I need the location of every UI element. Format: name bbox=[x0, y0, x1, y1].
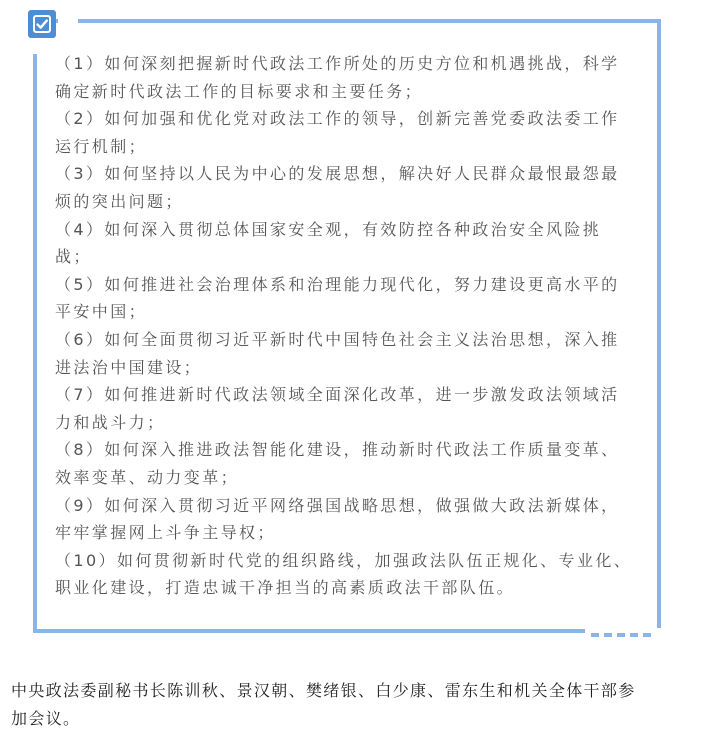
paragraph-line: 加会议。 bbox=[11, 709, 81, 728]
frame-dots-decoration bbox=[591, 633, 651, 637]
question-line: 平安中国； bbox=[55, 302, 148, 322]
question-item bbox=[55, 271, 655, 326]
question-line: 烦的突出问题； bbox=[55, 191, 184, 211]
frame-dot bbox=[591, 633, 599, 637]
question-line: 力和战斗力； bbox=[55, 412, 166, 432]
paragraph-line: 中央政法委副秘书长陈训秋、景汉朝、樊绪银、白少康、雷东生和机关全体干部参 bbox=[11, 681, 636, 700]
question-line: （1）如何深刻把握新时代政法工作所处的历史方位和机遇挑战，科学 bbox=[55, 54, 620, 73]
frame-dot bbox=[604, 633, 612, 637]
question-item bbox=[55, 105, 655, 160]
question-item bbox=[55, 160, 655, 215]
frame-dot bbox=[630, 633, 638, 637]
question-list bbox=[55, 50, 655, 602]
question-line: （3）如何坚持以人民为中心的发展思想，解决好人民群众最恨最怨最 bbox=[55, 164, 620, 184]
frame-dot bbox=[643, 633, 651, 637]
question-item bbox=[55, 547, 655, 602]
frame-dot bbox=[617, 633, 625, 637]
question-item bbox=[55, 381, 655, 436]
question-line: （9）如何深入贯彻习近平网络强国战略思想，做强做大政法新媒体， bbox=[55, 495, 620, 515]
question-line: 进法治中国建设； bbox=[55, 357, 203, 377]
question-line: （4）如何深入贯彻总体国家安全观，有效防控各种政治安全风险挑 bbox=[55, 219, 602, 239]
attendance-paragraph bbox=[11, 677, 693, 733]
question-line: 运行机制； bbox=[55, 136, 148, 156]
question-line: 牢牢掌握网上斗争主导权； bbox=[55, 523, 276, 543]
frame-gap-left bbox=[29, 38, 39, 54]
question-line: （6）如何全面贯彻习近平新时代中国特色社会主义法治思想，深入推 bbox=[55, 329, 620, 349]
question-line: （2）如何加强和优化党对政法工作的领导，创新完善党委政法委工作 bbox=[55, 109, 620, 129]
checkmark-badge bbox=[28, 10, 56, 38]
question-line: （8）如何深入推进政法智能化建设，推动新时代政法工作质量变革、 bbox=[55, 440, 620, 460]
checkmark-icon bbox=[32, 14, 52, 34]
question-line: （10）如何贯彻新时代党的组织路线，加强政法队伍正规化、专业化、 bbox=[55, 550, 633, 570]
question-line: 效率变革、动力变革； bbox=[55, 467, 240, 487]
question-item bbox=[55, 492, 655, 547]
question-item bbox=[55, 216, 655, 271]
question-item bbox=[55, 50, 655, 105]
question-line: 战； bbox=[55, 247, 92, 267]
question-line: 确定新时代政法工作的目标要求和主要任务； bbox=[55, 81, 424, 101]
question-line: 职业化建设，打造忠诚干净担当的高素质政法干部队伍。 bbox=[55, 578, 516, 598]
question-item bbox=[55, 436, 655, 491]
question-item bbox=[55, 326, 655, 381]
question-line: （7）如何推进新时代政法领域全面深化改革，进一步激发政法领域活 bbox=[55, 385, 620, 405]
question-line: （5）如何推进社会治理体系和治理能力现代化，努力建设更高水平的 bbox=[55, 274, 620, 294]
frame-gap-top bbox=[58, 16, 78, 26]
